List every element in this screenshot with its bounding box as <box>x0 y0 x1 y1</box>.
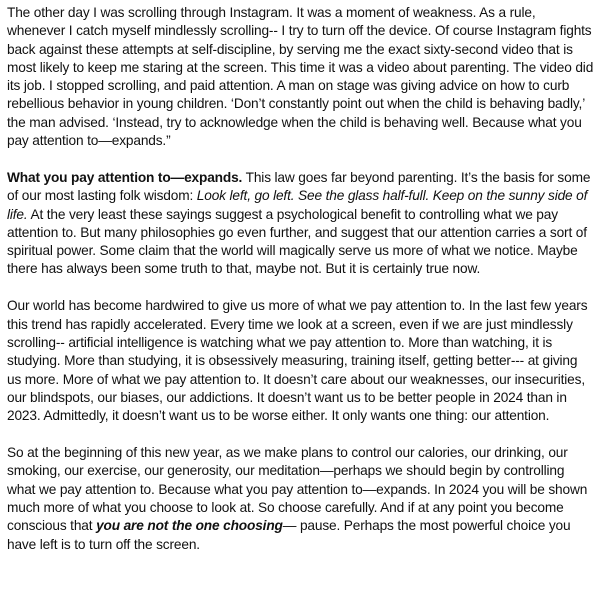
paragraph-instagram <box>7 4 594 150</box>
paragraph-text: So at the beginning of this new year, as we make plans to control our calories, our drinking, our smoking, our exercise, our generosity, our meditation—perhaps we should begin by controlling what we pay attention to. Because what you pay attention to—expands. In 2024 you will be shown much more of what you choose to look at. So choose carefully. And if at any point you become conscious that <box>7 445 588 534</box>
paragraph-text: Our world has become hardwired to give us more of what we pay attention to. In the last few years this trend has rapidly accelerated. Every time we look at a screen, even if we are just mindlessly scrolling-- artificial intelligence is watching what we pay attention to. More than watching, it is studying. More than studying, it is obsessively measuring, training itself, getting better--- at giving us more. More of what we pay attention to. It doesn’t care about our weaknesses, our insecurities, our blindspots, our biases, our addictions. It doesn’t want us to be better people in 2024 than in 2023. Admittedly, it doesn’t want us to be worse either. It only wants one thing: our attention. <box>7 298 588 424</box>
paragraph-hardwired-world <box>7 297 594 425</box>
paragraph-expands-law <box>7 169 594 279</box>
paragraph-text: — pause. Perhaps the most powerful choice you have left is to turn off the screen. <box>7 518 571 552</box>
paragraph-text: At the very least these sayings suggest a psychological benefit to controlling what we pay attention to. But many philosophies go even further, and suggest that our attention carries a sort of spiritual power. Some claim that the world will magically serve us more of what we notice. Maybe there has always been some truth to that, maybe not. But it is certainly true now. <box>7 206 587 277</box>
paragraph-text: This law goes far beyond parenting. It’s the basis for some of our most lasting folk wisdom: <box>7 169 591 204</box>
bold-italic-phrase: you are not the one choosing <box>96 518 283 534</box>
paragraph-new-year <box>7 444 594 554</box>
bold-lead-phrase: What you pay attention to—expands. <box>7 169 243 185</box>
paragraph-text: The other day I was scrolling through Instagram. It was a moment of weakness. As a rule, whenever I catch myself mindlessly scrolling-- I try to turn off the device. Of course Instagram fights back against these attempts at self-discipline, by serving me the exact sixty-second video that is most likely to keep me staring at the screen. This time it was a video about parenting. The video did its job. I stopped scrolling, and paid attention. A man on stage was giving advice on how to curb rebellious behavior in young children. ‘Don’t constantly point out when the child is behaving badly,’ the man advised. ‘Instead, try to acknowledge when the child is behaving well. Because what you pay attention to—expands.” <box>7 5 594 149</box>
italic-folk-wisdom: Look left, go left. See the glass half-full. Keep on the sunny side of life. <box>7 188 588 222</box>
